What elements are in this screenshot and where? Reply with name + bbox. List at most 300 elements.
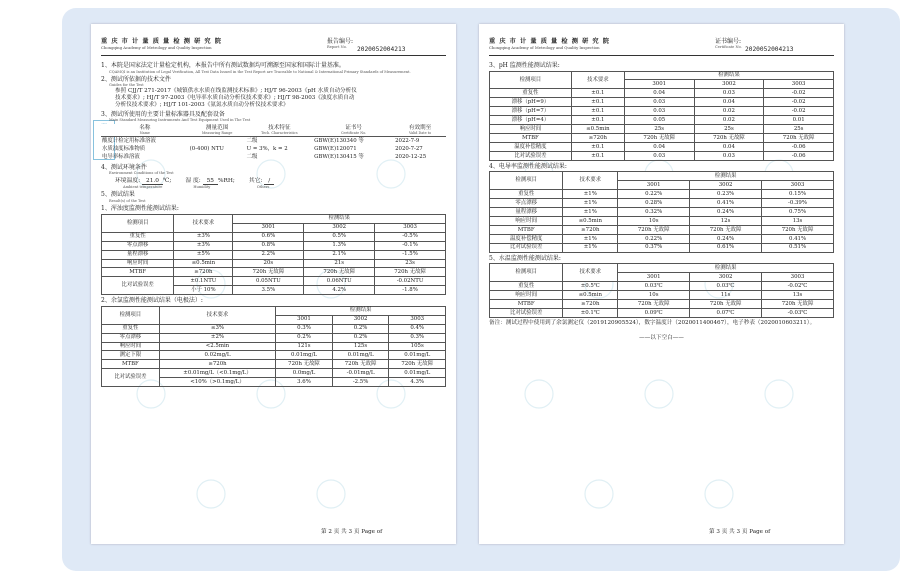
table-cell: 比对试验误差 [102,369,160,387]
table-cell: 零点漂移 [490,199,563,208]
table-cell: 重复性 [102,324,160,333]
table-cell: 0.03 [694,151,764,160]
table-cell: 720h 无故障 [276,360,333,369]
table-cell: 0.04 [694,98,764,107]
table-cell: 2022-7-9 [395,137,420,144]
table-cell: -0.01mg/L [332,369,389,378]
page-footer [709,529,770,536]
table-row [490,282,834,291]
table-cell: 3001 [233,223,304,232]
table-cell: 3003 [762,273,834,282]
table-cell: 0.41% [762,234,834,243]
section-4: 4、测试环境条件 [101,163,147,171]
table-cell: 720h 无故障 [764,134,834,143]
table-cell: 10s [618,291,690,300]
table-cell: 0.01mg/L [389,351,446,360]
table-row [102,369,446,378]
table-cell: 121s [276,342,333,351]
table-cell: 名称 Name [101,124,189,137]
table-cell: 漂移（pH=4） [490,116,572,125]
table-cell: ±0.1 [571,89,624,98]
table-cell: 125s [332,342,389,351]
table-cell: 0.2% [332,333,389,342]
table-cell: 检测结果 [624,71,833,80]
table-cell: ±0.5℃ [563,282,618,291]
table-cell: 720h 无故障 [762,226,834,235]
table-row [102,259,446,268]
table-cell: ±1% [563,234,618,243]
guide-line-2: 技术要求》; HJ/T 97-2003《电导率水质自动分析仪技术要求》; HJ/T 98-2003《浊度水质自动 [115,94,355,101]
table-cell: 0.3% [389,333,446,342]
table-cell: ±1% [563,208,618,217]
table-cell: ±3% [174,232,233,241]
table-row [101,145,446,153]
table-row [490,98,834,107]
table-cell: -0.06 [764,151,834,160]
table-cell: 响应时间 [102,259,174,268]
table-cell: 测定下限 [102,351,160,360]
table-cell: MTBF [102,268,174,277]
page-header [101,38,446,56]
table-cell: -1.5% [375,250,446,259]
table-cell: MTBF [490,134,572,143]
table-cell: 电导率标准溶液 [102,154,140,161]
column-header-en: Name [139,131,150,136]
table-cell: 21s [304,259,375,268]
table-row [101,153,446,161]
table-cell: 响应时间 [490,291,563,300]
conductivity-table [489,171,834,252]
table-header-row [490,264,834,273]
page-header [489,38,834,56]
table-cell: ≤0.5min [174,259,233,268]
table-cell: -0.02 [764,89,834,98]
table-row [490,234,834,243]
equipment-table [101,124,446,162]
table-cell: GBW(E)130415 等 [314,154,364,161]
ph-table [489,71,834,161]
table-row [490,190,834,199]
table-cell: ±3% [174,241,233,250]
section-2: 2、测试所依据的技术文件 [101,75,171,83]
report-no: 2020052004213 [745,46,794,53]
table-header-row [102,214,446,223]
table-cell: MTBF [490,226,563,235]
table-cell: ±0.1 [571,151,624,160]
table-cell: 0.2% [332,324,389,333]
table-header-row [490,71,834,80]
table-cell: 技术要求 [174,214,233,232]
table-cell: <10%（>0.1mg/L） [159,378,275,387]
table-cell: 有效期至 Valid Date to [394,124,446,137]
table-cell: 0.04 [624,143,694,152]
table-cell: ±0.1 [571,98,624,107]
table-cell: 0.02 [694,107,764,116]
table-cell: -0.02 [764,107,834,116]
report-page-2 [91,24,456,544]
table-cell: 3003 [764,80,834,89]
table-row [490,226,834,235]
table-cell: 水质浊度标准物质 [102,145,146,152]
table-cell: 1.3% [304,241,375,250]
table-cell: 0.23% [690,190,762,199]
of-label: 页 共 [333,529,347,536]
org-name-en: Chongqing Academy of Metrology and Quality Inspection [489,45,600,50]
org-name: 重 庆 市 计 量 质 量 检 测 研 究 院 [101,38,222,45]
section-3: 3、测试所使用的主要计量标准器具及配套设备 [101,110,225,118]
table-cell: 二级 [246,137,258,144]
table-cell: 720h 无故障 [762,300,834,309]
table-cell: -0.39% [762,199,834,208]
table-cell: ≥720h [563,300,618,309]
table-cell: 720h 无故障 [332,360,389,369]
table-cell: 2020-12-25 [395,154,427,161]
table-cell: 量程漂移 [102,250,174,259]
table-cell: 720h 无故障 [618,300,690,309]
section-2-en: Guides for the Test [109,83,144,88]
table-cell: 小于 10% [174,286,233,295]
table-cell: 0.03 [624,151,694,160]
table-cell: 漂移（pH=7） [490,107,572,116]
table-cell: 0.4% [389,324,446,333]
table-cell: 3001 [276,315,333,324]
table-cell: 720h 无故障 [690,300,762,309]
table-row [490,208,834,217]
table-cell: 检测结果 [233,214,446,223]
table-cell: 0.01mg/L [276,351,333,360]
table-cell: 3002 [694,80,764,89]
table-cell: 重复性 [490,89,572,98]
table-cell: 0.09℃ [618,309,690,318]
water-temp-table [489,263,834,318]
table-cell: 0.6% [233,232,304,241]
other-label: 其它: [248,177,263,184]
table-cell: 3002 [690,273,762,282]
table-cell: ≤3% [159,324,275,333]
chlorine-title: 2、余氯监测性能测试结果（电极法）: [101,297,203,305]
turbidity-table [101,214,446,295]
table-cell: 13s [762,291,834,300]
table-cell: 3001 [618,273,690,282]
table-cell: 零点漂移 [102,241,174,250]
table-cell: MTBF [102,360,160,369]
table-cell: 0.2% [276,333,333,342]
page-total: 3 [736,529,741,536]
table-cell: 检测项目 [490,71,572,89]
table-cell: 0.03℃ [690,282,762,291]
table-cell: 25s [764,125,834,134]
table-cell: 0.22% [618,234,690,243]
table-row [490,300,834,309]
table-cell: 0.07℃ [690,309,762,318]
table-cell: 3003 [375,223,446,232]
table-cell: 10s [618,217,690,226]
table-cell: -0.06 [764,143,834,152]
table-cell: 3002 [304,223,375,232]
table-cell: 0.51% [762,243,834,252]
table-cell: 2.2% [233,250,304,259]
table-cell: 零点漂移 [102,333,160,342]
table-cell: 检测项目 [102,306,160,324]
table-cell: 0.3% [276,324,333,333]
table-cell: -0.02 [764,98,834,107]
table-row [490,134,834,143]
table-cell: 0.0mg/L [276,369,333,378]
table-cell: 0.15% [762,190,834,199]
table-cell: <2.5min [159,342,275,351]
table-cell: 技术要求 [563,172,618,190]
temp-unit: ℃; [162,177,172,184]
table-cell: 720h 无故障 [304,268,375,277]
table-row [490,107,834,116]
humidity-label-en: Humidity [193,184,211,189]
table-cell: 3.6% [276,378,333,387]
chlorine-table [101,306,446,387]
table-cell: 技术特征 Tech. Characteristics [246,124,314,137]
turbidity-title: 1、浑浊度监测性能测试结果: [101,205,179,213]
table-row [102,250,446,259]
table-cell: ±1% [563,190,618,199]
table-cell: -2.5% [332,378,389,387]
table-header-row [490,172,834,181]
table-cell: 0.37% [618,243,690,252]
table-cell: 3001 [624,80,694,89]
table-cell: 重复性 [490,190,563,199]
table-cell [189,137,246,145]
of-label-en: of [376,529,383,536]
table-cell: 技术要求 [159,306,275,324]
table-cell: 0.01mg/L [389,369,446,378]
table-cell: 重复性 [102,232,174,241]
table-cell: -0.1% [375,241,446,250]
table-row [102,268,446,277]
table-cell: 检测项目 [102,214,174,232]
table-row [102,360,446,369]
table-cell: 0.24% [690,208,762,217]
table-header-row [101,124,446,137]
table-cell: -0.02NTU [375,277,446,286]
table-cell [189,153,246,161]
table-cell: 3002 [332,315,389,324]
page-end: 页 [353,529,360,536]
table-row [490,151,834,160]
table-row [102,324,446,333]
table-cell: ±0.1 [571,116,624,125]
table-cell: 12s [690,217,762,226]
table-cell: ±0.01mg/L（<0.1mg/L） [159,369,275,378]
column-header-en: Measuring Range [201,131,233,136]
table-cell: 3003 [389,315,446,324]
temp-label-en: Ambient temperature [123,184,163,189]
table-cell: 酸度计检定用标准溶液 [102,137,156,144]
table-cell: (0-400) NTU [189,145,224,152]
remark: 备注：测试过程中使用到了余氯测定仪（2019120905524），数字温度计（2020011400467），电子秒表（2020010603211）。 [489,319,816,326]
table-cell: 技术要求 [571,71,624,89]
table-cell: 响应时间 [490,125,572,134]
table-cell: 23s [375,259,446,268]
table-cell: 0.05NTU [233,277,304,286]
table-cell: 0.05 [624,116,694,125]
humidity-label: 湿 度: [185,177,201,184]
table-cell: -0.5% [375,232,446,241]
table-cell: U = 3%，k = 2 [246,145,288,152]
table-cell: MTBF [490,300,563,309]
table-cell: 量程漂移 [490,208,563,217]
table-row [490,116,834,125]
table-row [102,342,446,351]
page-label: 第 [321,529,327,536]
certificate-no-label: 证书编号: [715,38,742,45]
page-number: 2 [328,529,332,536]
table-cell: ≤0.5min [563,217,618,226]
org-name-en: Chongqing Academy of Metrology and Quality Inspection [101,45,212,50]
humidity-value: 55 [203,178,218,185]
section-5-en: Result(s) of the Test [109,198,146,203]
table-cell: 720h 无故障 [624,134,694,143]
report-no-label: 报告编号: [327,38,354,45]
table-cell: ≥720h [159,360,275,369]
water-temp-title: 5、水温监测性能测试结果: [489,254,561,262]
table-cell: ≥720h [571,134,624,143]
column-header-en: Tech. Characteristics [261,131,298,136]
table-cell: 响应时间 [490,217,563,226]
column-header-en: Valid Date to [408,131,432,136]
guide-line-3: 分析仪技术要求》; HJ/T 101-2003《氨氮水质自动分析仪技术要求》 [115,101,289,108]
table-cell: 720h 无故障 [618,226,690,235]
table-cell: 0.03 [694,89,764,98]
table-cell: 0.41% [690,199,762,208]
table-cell: 二级 [246,154,258,161]
table-cell: 温度补偿精度 [490,234,563,243]
table-cell: 105s [389,342,446,351]
table-header-row [102,306,446,315]
page-label: 第 [709,529,715,536]
section-5: 5、测试结果 [101,191,135,199]
table-row [102,333,446,342]
column-header-en: Certificate No. [340,131,367,136]
ph-title: 3、pH 监测性能测试结果: [489,62,560,69]
table-cell: 0.32% [618,208,690,217]
table-row [490,243,834,252]
page-label-en: Page [749,529,763,536]
table-cell: ±1% [563,199,618,208]
table-cell: 比对试验误差 [490,243,563,252]
table-cell: 3002 [690,181,762,190]
other-label-en: Others [256,184,270,189]
other-value: / [264,178,274,185]
table-cell: ≥720h [174,268,233,277]
table-cell: ±0.1 [571,107,624,116]
table-row [490,199,834,208]
page-end: 页 [741,529,748,536]
table-cell: 0.01mg/L [332,351,389,360]
table-row [102,241,446,250]
table-cell: ±2% [159,333,275,342]
table-cell: 0.24% [690,234,762,243]
table-row [490,291,834,300]
section-1: 1、本院是国家法定计量检定机构，本报告中所有测试数据均可溯源至国家和国际计量基准。 [101,62,345,69]
table-row [490,125,834,134]
table-cell: 比对试验误差 [490,309,563,318]
table-cell: 检测项目 [490,264,563,282]
page-footer [321,529,382,536]
table-cell: 3.5% [233,286,304,295]
temp-label: 环境温度: [115,177,141,184]
table-cell: 13s [762,217,834,226]
page-total: 3 [348,529,353,536]
guide-line-1: 参照 CJJ/T 271-2017《城镇供水水质在线监测技术标准》; HJ/T 96-2003《pH 水质自动分析仪 [115,87,357,94]
report-no-label-en: Report No. [327,45,347,49]
table-cell: 3001 [618,181,690,190]
of-label-en: of [764,529,771,536]
table-row [101,137,446,145]
table-row [490,143,834,152]
page-number: 3 [716,529,720,536]
table-cell: ±1% [563,243,618,252]
table-cell: 25s [624,125,694,134]
section-1-en: CQAMQI is an Institution of Legal Verification, All Test Data Issued in the Test Report are Traceable to National & International Primary Standards of Measurement. [109,69,411,74]
table-cell: -1.8% [375,286,446,295]
table-cell: 0.02mg/L [159,351,275,360]
table-cell: 2.1% [304,250,375,259]
table-row [490,89,834,98]
table-cell: 4.2% [304,286,375,295]
table-cell: 0.22% [618,190,690,199]
table-cell: 0.02 [694,116,764,125]
report-no: 2020052004213 [357,46,406,53]
page-label-en: Page [361,529,375,536]
report-page-3 [479,24,844,544]
table-cell: 2020-7-27 [395,145,423,152]
table-row [490,217,834,226]
table-cell: 0.01 [764,116,834,125]
environment-row [115,178,446,190]
table-cell: ±5% [174,250,233,259]
table-cell: 漂移（pH=9） [490,98,572,107]
conductivity-title: 4、电导率监测性能测试结果: [489,162,567,170]
temp-value: 21.0 [142,178,163,185]
table-cell: 0.03 [624,98,694,107]
table-cell: 响应时间 [102,342,160,351]
table-cell: 0.03℃ [618,282,690,291]
table-cell: 检测项目 [490,172,563,190]
table-cell: 0.5% [304,232,375,241]
table-cell: GBW(E)120071 [314,145,357,152]
table-cell: 测量范围 Measuring Range [189,124,246,137]
table-cell: ±0.1NTU [174,277,233,286]
table-cell: 检测结果 [618,172,834,181]
table-cell: 0.61% [690,243,762,252]
table-cell: 0.03 [624,107,694,116]
table-cell: ±0.1 [571,143,624,152]
table-cell: 0.04 [624,89,694,98]
section-3-en: Main Standard Measuring Instruments And Test Equipment Used in The Test [109,118,251,123]
table-cell: 温度补偿精度 [490,143,572,152]
table-cell: 检测结果 [276,306,446,315]
table-row [102,232,446,241]
table-cell: 证书号 Certificate No. [313,124,394,137]
table-cell: 720h 无故障 [690,226,762,235]
blank-below-marker: ——以下空白—— [639,334,684,341]
table-cell: 0.28% [618,199,690,208]
table-row [102,277,446,286]
table-cell: ≥720h [563,226,618,235]
table-cell: 20s [233,259,304,268]
table-cell: 4.3% [389,378,446,387]
table-cell: 0.8% [233,241,304,250]
certificate-no-label-en: Certificate No. [715,45,742,49]
table-cell: 720h 无故障 [389,360,446,369]
